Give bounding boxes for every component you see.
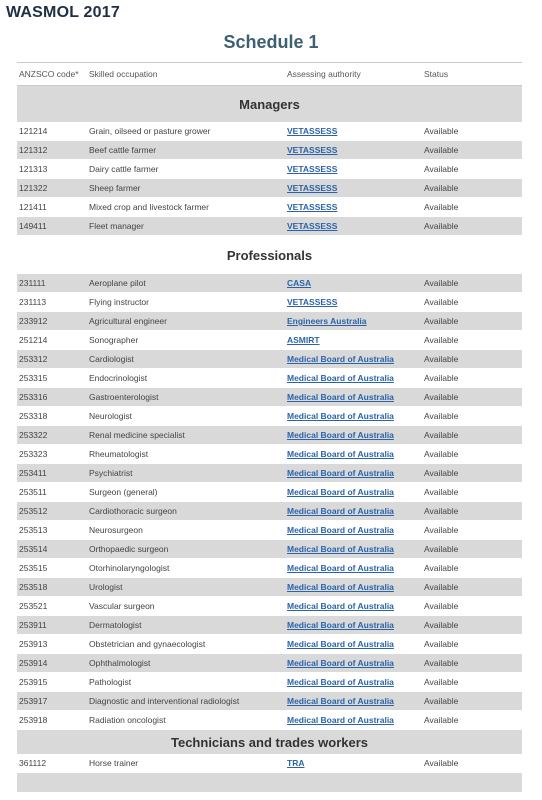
- cell-status: Available: [424, 392, 459, 402]
- cell-occupation: Gastroenterologist: [89, 392, 159, 402]
- cell-authority: [285, 582, 422, 592]
- schedule-title: Schedule 1: [223, 32, 319, 52]
- cell-status: Available: [424, 164, 459, 174]
- authority-link[interactable]: Medical Board of Australia: [287, 430, 394, 440]
- table-row: [17, 312, 522, 331]
- cell-code: 231113: [19, 297, 47, 307]
- table-row: [17, 692, 522, 711]
- cell-code: 121312: [19, 145, 48, 155]
- cell-occupation: Dairy cattle farmer: [89, 164, 159, 174]
- cell-code: 253917: [19, 696, 48, 706]
- cell-occupation: Psychiatrist: [89, 468, 133, 478]
- table-row: [17, 754, 522, 773]
- cell-status: Available: [424, 373, 459, 383]
- cell-status: Available: [424, 658, 459, 668]
- authority-link[interactable]: CASA: [287, 278, 312, 288]
- cell-code: 253316: [19, 392, 48, 402]
- cell-occupation: Dermatologist: [89, 620, 142, 630]
- cell-authority: [285, 411, 422, 421]
- cell-code: 361112: [19, 758, 47, 768]
- cell-code: 253323: [19, 449, 48, 459]
- cell-authority: [285, 563, 422, 573]
- cell-occupation: Ophthalmologist: [89, 658, 151, 668]
- authority-link[interactable]: VETASSESS: [287, 221, 338, 231]
- cell-authority: [285, 487, 422, 497]
- cell-authority: [285, 126, 422, 136]
- authority-link[interactable]: Medical Board of Australia: [287, 525, 394, 535]
- cell-code: 253312: [19, 354, 48, 364]
- cell-authority: [285, 430, 422, 440]
- cell-authority: [285, 601, 422, 611]
- authority-link[interactable]: VETASSESS: [287, 183, 338, 193]
- cell-status: Available: [424, 639, 459, 649]
- cell-code: 253911: [19, 620, 47, 630]
- authority-link[interactable]: Engineers Australia: [287, 316, 367, 326]
- cell-status: Available: [424, 183, 459, 193]
- header-authority: Assessing authority: [287, 69, 361, 79]
- cell-code: 121411: [19, 202, 47, 212]
- cell-code: 233912: [19, 316, 48, 326]
- authority-link[interactable]: Medical Board of Australia: [287, 354, 394, 364]
- table-row: [17, 426, 522, 445]
- cell-status: Available: [424, 563, 459, 573]
- table-row: [17, 616, 522, 635]
- cell-occupation: Fleet manager: [89, 221, 144, 231]
- authority-link[interactable]: VETASSESS: [287, 145, 338, 155]
- authority-link[interactable]: Medical Board of Australia: [287, 715, 394, 725]
- table-header: [17, 62, 522, 86]
- cell-code: 253521: [19, 601, 48, 611]
- authority-link[interactable]: Medical Board of Australia: [287, 487, 394, 497]
- cell-occupation: Neurologist: [89, 411, 132, 421]
- table-row: [17, 141, 522, 160]
- cell-code: 253514: [19, 544, 48, 554]
- cell-authority: [285, 221, 422, 231]
- cell-authority: [285, 164, 422, 174]
- cell-authority: [285, 639, 422, 649]
- cell-authority: [285, 316, 422, 326]
- cell-code: 253918: [19, 715, 48, 725]
- cell-occupation: Rheumatologist: [89, 449, 149, 459]
- cell-status: Available: [424, 468, 459, 478]
- cell-occupation: Radiation oncologist: [89, 715, 166, 725]
- cell-authority: [285, 758, 422, 768]
- cell-authority: [285, 183, 422, 193]
- cell-occupation: Sheep farmer: [89, 183, 141, 193]
- table-row: [17, 388, 522, 407]
- cell-code: 253315: [19, 373, 48, 383]
- cell-status: Available: [424, 525, 459, 535]
- cell-authority: [285, 677, 422, 687]
- cell-occupation: Neurosurgeon: [89, 525, 143, 535]
- cell-occupation: Mixed crop and livestock farmer: [89, 202, 209, 212]
- cell-status: Available: [424, 316, 459, 326]
- table-row: [17, 122, 522, 141]
- cell-code: 253318: [19, 411, 48, 421]
- cell-status: Available: [424, 582, 459, 592]
- occupation-table: [17, 62, 522, 792]
- authority-link[interactable]: Medical Board of Australia: [287, 582, 394, 592]
- table-row: [17, 179, 522, 198]
- cell-occupation: Surgeon (general): [89, 487, 158, 497]
- authority-link[interactable]: VETASSESS: [287, 126, 338, 136]
- authority-link[interactable]: VETASSESS: [287, 202, 338, 212]
- authority-link[interactable]: Medical Board of Australia: [287, 563, 394, 573]
- table-row: [17, 217, 522, 236]
- cell-authority: [285, 544, 422, 554]
- cell-authority: [285, 145, 422, 155]
- authority-link[interactable]: Medical Board of Australia: [287, 544, 394, 554]
- cell-occupation: Grain, oilseed or pasture grower: [89, 126, 211, 136]
- cell-status: Available: [424, 278, 459, 288]
- cell-code: 253322: [19, 430, 48, 440]
- cell-authority: [285, 715, 422, 725]
- cell-occupation: Diagnostic and interventional radiologist: [89, 696, 240, 706]
- cell-occupation: Vascular surgeon: [89, 601, 155, 611]
- authority-link[interactable]: Medical Board of Australia: [287, 373, 394, 383]
- cell-occupation: Otorhinolaryngologist: [89, 563, 170, 573]
- cell-code: 253511: [19, 487, 47, 497]
- cell-authority: [285, 278, 422, 288]
- cell-occupation: Pathologist: [89, 677, 132, 687]
- authority-link[interactable]: ASMIRT: [287, 335, 320, 345]
- section-professionals: Professionals: [17, 236, 522, 274]
- table-row: [17, 331, 522, 350]
- table-row: [17, 198, 522, 217]
- cell-status: Available: [424, 758, 459, 768]
- table-row: [17, 540, 522, 559]
- table-row: [17, 711, 522, 730]
- table-row: [17, 350, 522, 369]
- cell-code: 231111: [19, 278, 46, 288]
- cell-code: 253512: [19, 506, 48, 516]
- cell-occupation: Urologist: [89, 582, 123, 592]
- cell-status: Available: [424, 715, 459, 725]
- cell-status: Available: [424, 430, 459, 440]
- table-row: [17, 407, 522, 426]
- authority-link[interactable]: Medical Board of Australia: [287, 506, 394, 516]
- header-status: Status: [424, 69, 449, 79]
- cell-code: 253913: [19, 639, 48, 649]
- cell-status: Available: [424, 145, 459, 155]
- authority-link[interactable]: Medical Board of Australia: [287, 677, 394, 687]
- cell-code: 253915: [19, 677, 48, 687]
- authority-link[interactable]: Medical Board of Australia: [287, 392, 394, 402]
- cell-status: Available: [424, 202, 459, 212]
- document-title: WASMOL 2017: [6, 4, 120, 21]
- cell-occupation: Renal medicine specialist: [89, 430, 185, 440]
- section-technicians: Technicians and trades workers: [17, 730, 522, 754]
- header-code: ANZSCO code*: [19, 69, 79, 79]
- cell-authority: [285, 202, 422, 212]
- cell-code: 121313: [19, 164, 48, 174]
- table-row: [17, 160, 522, 179]
- cell-authority: [285, 696, 422, 706]
- authority-link[interactable]: Medical Board of Australia: [287, 449, 394, 459]
- table-row: [17, 635, 522, 654]
- cell-occupation: Endocrinologist: [89, 373, 148, 383]
- authority-link[interactable]: Medical Board of Australia: [287, 468, 394, 478]
- cell-authority: [285, 620, 422, 630]
- cell-status: Available: [424, 297, 459, 307]
- cell-authority: [285, 468, 422, 478]
- authority-link[interactable]: Medical Board of Australia: [287, 620, 394, 630]
- cell-occupation: Orthopaedic surgeon: [89, 544, 169, 554]
- technicians-rows: [17, 754, 522, 773]
- table-row: [17, 293, 522, 312]
- cell-code: 121214: [19, 126, 48, 136]
- cell-occupation: Obstetrician and gynaecologist: [89, 639, 206, 649]
- authority-link[interactable]: Medical Board of Australia: [287, 411, 394, 421]
- cell-status: Available: [424, 354, 459, 364]
- managers-rows: [17, 122, 522, 236]
- cell-status: Available: [424, 221, 459, 231]
- cell-code: 149411: [19, 221, 47, 231]
- cell-code: 251214: [19, 335, 48, 345]
- cell-status: Available: [424, 677, 459, 687]
- table-footer-band: [17, 773, 522, 792]
- cell-occupation: Cardiothoracic surgeon: [89, 506, 177, 516]
- table-row: [17, 578, 522, 597]
- table-row: [17, 597, 522, 616]
- table-row: [17, 502, 522, 521]
- authority-link[interactable]: Medical Board of Australia: [287, 658, 394, 668]
- cell-status: Available: [424, 601, 459, 611]
- table-row: [17, 274, 522, 293]
- cell-authority: [285, 297, 422, 307]
- table-row: [17, 673, 522, 692]
- authority-link[interactable]: Medical Board of Australia: [287, 696, 394, 706]
- cell-status: Available: [424, 544, 459, 554]
- professionals-rows: [17, 274, 522, 730]
- cell-status: Available: [424, 506, 459, 516]
- cell-occupation: Cardiologist: [89, 354, 134, 364]
- cell-occupation: Flying instructor: [89, 297, 149, 307]
- cell-status: Available: [424, 449, 459, 459]
- authority-link[interactable]: VETASSESS: [287, 297, 338, 307]
- cell-occupation: Agricultural engineer: [89, 316, 167, 326]
- cell-status: Available: [424, 487, 459, 497]
- authority-link[interactable]: Medical Board of Australia: [287, 601, 394, 611]
- authority-link[interactable]: TRA: [287, 758, 305, 768]
- cell-occupation: Sonographer: [89, 335, 139, 345]
- cell-authority: [285, 354, 422, 364]
- cell-code: 253518: [19, 582, 48, 592]
- cell-code: 253513: [19, 525, 48, 535]
- table-row: [17, 483, 522, 502]
- cell-code: 121322: [19, 183, 48, 193]
- table-row: [17, 654, 522, 673]
- cell-authority: [285, 392, 422, 402]
- cell-occupation: Beef cattle farmer: [89, 145, 157, 155]
- table-row: [17, 521, 522, 540]
- cell-status: Available: [424, 411, 459, 421]
- cell-code: 253411: [19, 468, 47, 478]
- cell-authority: [285, 525, 422, 535]
- cell-authority: [285, 449, 422, 459]
- table-row: [17, 369, 522, 388]
- cell-code: 253914: [19, 658, 48, 668]
- cell-occupation: Horse trainer: [89, 758, 139, 768]
- cell-authority: [285, 658, 422, 668]
- table-row: [17, 559, 522, 578]
- authority-link[interactable]: VETASSESS: [287, 164, 338, 174]
- authority-link[interactable]: Medical Board of Australia: [287, 639, 394, 649]
- table-row: [17, 464, 522, 483]
- cell-status: Available: [424, 126, 459, 136]
- cell-status: Available: [424, 335, 459, 345]
- cell-authority: [285, 506, 422, 516]
- cell-status: Available: [424, 696, 459, 706]
- header-occupation: Skilled occupation: [89, 69, 158, 79]
- cell-code: 253515: [19, 563, 48, 573]
- cell-authority: [285, 373, 422, 383]
- cell-occupation: Aeroplane pilot: [89, 278, 146, 288]
- cell-status: Available: [424, 620, 459, 630]
- table-row: [17, 445, 522, 464]
- section-managers: Managers: [17, 86, 522, 122]
- cell-authority: [285, 335, 422, 345]
